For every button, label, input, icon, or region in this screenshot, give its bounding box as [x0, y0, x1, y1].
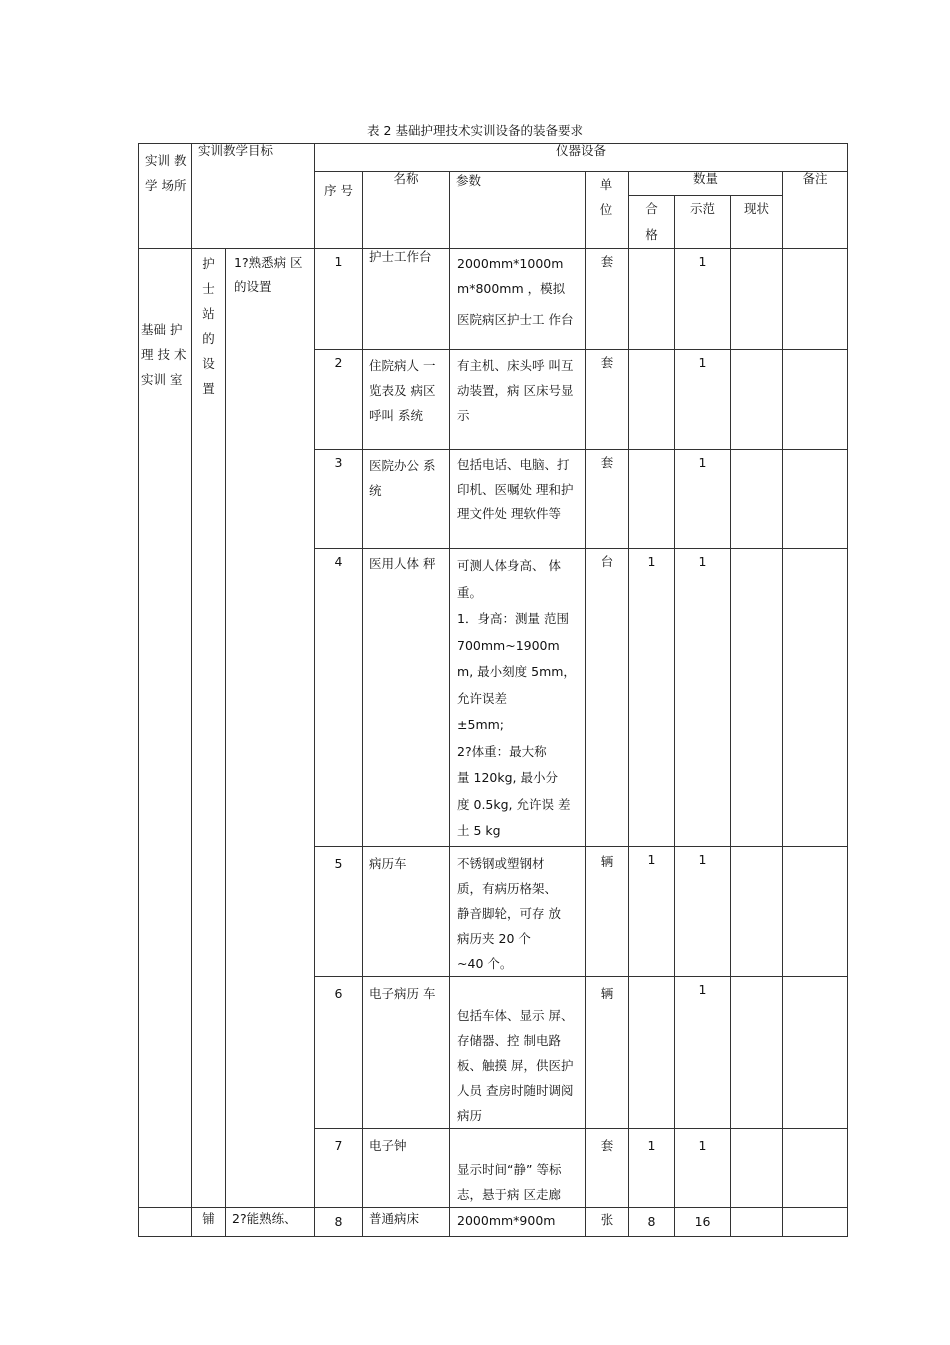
- table-caption: 表 2 基础护理技术实训设备的装备要求: [367, 123, 583, 138]
- unit-cell: 套: [586, 450, 629, 549]
- demo-cell: 1: [675, 977, 731, 1129]
- seq-cell: 5: [315, 847, 363, 977]
- params-line: 静音脚轮，可存 放: [457, 906, 561, 921]
- remarks-cell: [783, 1208, 848, 1237]
- current-cell: [731, 847, 783, 977]
- current-cell: [731, 1129, 783, 1208]
- params-line: 允许误差: [457, 690, 508, 706]
- header-demo: 示范: [675, 196, 731, 249]
- params-line: m, 最小刻度 5mm，: [457, 664, 576, 679]
- seq-cell: 2: [315, 350, 363, 450]
- unit-cell: 套: [586, 1129, 629, 1208]
- header-qualified: 合 格: [629, 196, 675, 249]
- group2-category: 铺: [192, 1208, 226, 1237]
- header-seq: 序 号: [315, 172, 363, 249]
- demo-cell: 1: [675, 350, 731, 450]
- header-equipment: 仪器设备: [315, 144, 848, 172]
- unit-cell: 套: [586, 350, 629, 450]
- params-cell: 显示时间“静” 等标志，悬于病 区走廊: [450, 1129, 586, 1208]
- name-cell: 护士工作台: [363, 249, 450, 350]
- params-line: 可测人体身高、 体重。: [457, 558, 561, 600]
- demo-cell: 1: [675, 1129, 731, 1208]
- remarks-cell: [783, 249, 848, 350]
- unit-cell: 张: [586, 1208, 629, 1237]
- params-cell: 包括电话、电脑、打印机、医嘱处 理和护理文件处 理软件等: [450, 450, 586, 549]
- group1-goal: 1?熟悉病 区的设置: [226, 249, 315, 1208]
- header-row-1: [139, 144, 848, 172]
- header-unit: 单 位: [586, 172, 629, 249]
- seq-cell: 4: [315, 549, 363, 847]
- params-line: 1．身高：测量 范围: [457, 611, 569, 626]
- params-line: 2?体重：最大称: [457, 743, 547, 759]
- qualified-cell: 1: [629, 549, 675, 847]
- remarks-cell: [783, 350, 848, 450]
- unit-cell: 台: [586, 549, 629, 847]
- group1-category: 护 士 站 的 设 置: [192, 249, 226, 1208]
- params-line: ~40 个。: [457, 956, 513, 971]
- current-cell: [731, 1208, 783, 1237]
- header-quantity: 数量: [629, 172, 783, 196]
- demo-cell: 16: [675, 1208, 731, 1237]
- params-line: m*800mm ，模拟: [457, 281, 566, 296]
- remarks-cell: [783, 450, 848, 549]
- current-cell: [731, 977, 783, 1129]
- params-line: 病历夹 20 个: [457, 931, 531, 946]
- seq-cell: 6: [315, 977, 363, 1129]
- qualified-cell: [629, 249, 675, 350]
- qualified-cell: [629, 977, 675, 1129]
- name-cell: 病历车: [363, 847, 450, 977]
- params-line: 度 0.5kg, 允许误 差: [457, 796, 571, 812]
- header-remarks: 备注: [783, 172, 848, 249]
- params-line: 量 120kg, 最小分: [457, 770, 558, 785]
- name-cell: 医用人体 秤: [363, 549, 450, 847]
- header-name: 名称: [363, 172, 450, 249]
- name-cell: 普通病床: [363, 1208, 450, 1237]
- params-cell: [450, 847, 586, 977]
- params-cell: 包括车体、显示 屏、存储器、控 制电路板、触摸 屏，供医护人员 查房时随时调阅 病历: [450, 977, 586, 1129]
- remarks-cell: [783, 549, 848, 847]
- params-line: 不锈钢或塑钢材: [457, 856, 545, 871]
- current-cell: [731, 350, 783, 450]
- header-params: 参数: [450, 172, 586, 249]
- equipment-table: [138, 143, 848, 1237]
- seq-cell: 1: [315, 249, 363, 350]
- qualified-cell: 1: [629, 1129, 675, 1208]
- qualified-cell: [629, 450, 675, 549]
- qualified-cell: 8: [629, 1208, 675, 1237]
- demo-cell: 1: [675, 450, 731, 549]
- remarks-cell: [783, 1129, 848, 1208]
- params-cell: [450, 249, 586, 350]
- remarks-cell: [783, 977, 848, 1129]
- unit-cell: 套: [586, 249, 629, 350]
- seq-cell: 8: [315, 1208, 363, 1237]
- header-place: 实训 教 学 场所: [139, 144, 192, 249]
- unit-cell: 辆: [586, 847, 629, 977]
- remarks-cell: [783, 847, 848, 977]
- params-cell: 有主机、床头呼 叫互动装置，病 区床号显示: [450, 350, 586, 450]
- demo-cell: 1: [675, 549, 731, 847]
- qualified-cell: [629, 350, 675, 450]
- current-cell: [731, 549, 783, 847]
- name-cell: 电子钟: [363, 1129, 450, 1208]
- params-line: ±5mm;: [457, 717, 505, 732]
- current-cell: [731, 450, 783, 549]
- params-cell: 2000mm*900m: [450, 1208, 586, 1237]
- unit-cell: 辆: [586, 977, 629, 1129]
- seq-cell: 3: [315, 450, 363, 549]
- params-line: 700mm~1900m: [457, 637, 560, 653]
- name-cell: 住院病人 一览表及 病区呼叫 系统: [363, 350, 450, 450]
- table-row: [139, 1208, 848, 1237]
- demo-cell: 1: [675, 847, 731, 977]
- params-line: 2000mm*1000m: [457, 256, 564, 271]
- params-line: 医院病区护士工 作台: [457, 312, 574, 327]
- group2-place: [139, 1208, 192, 1237]
- qualified-cell: 1: [629, 847, 675, 977]
- params-cell: [450, 549, 586, 847]
- group1-place: 基础 护理 技 术 实训 室: [139, 249, 192, 1208]
- params-line: 质，有病历格架、: [457, 881, 558, 896]
- group2-goal: 2?能熟练、: [226, 1208, 315, 1237]
- current-cell: [731, 249, 783, 350]
- seq-cell: 7: [315, 1129, 363, 1208]
- table-row: [139, 249, 848, 350]
- header-current: 现状: [731, 196, 783, 249]
- name-cell: 医院办公 系统: [363, 450, 450, 549]
- header-goal: 实训教学目标: [192, 144, 315, 249]
- name-cell: 电子病历 车: [363, 977, 450, 1129]
- params-line: 土 5 kg: [457, 823, 501, 838]
- demo-cell: 1: [675, 249, 731, 350]
